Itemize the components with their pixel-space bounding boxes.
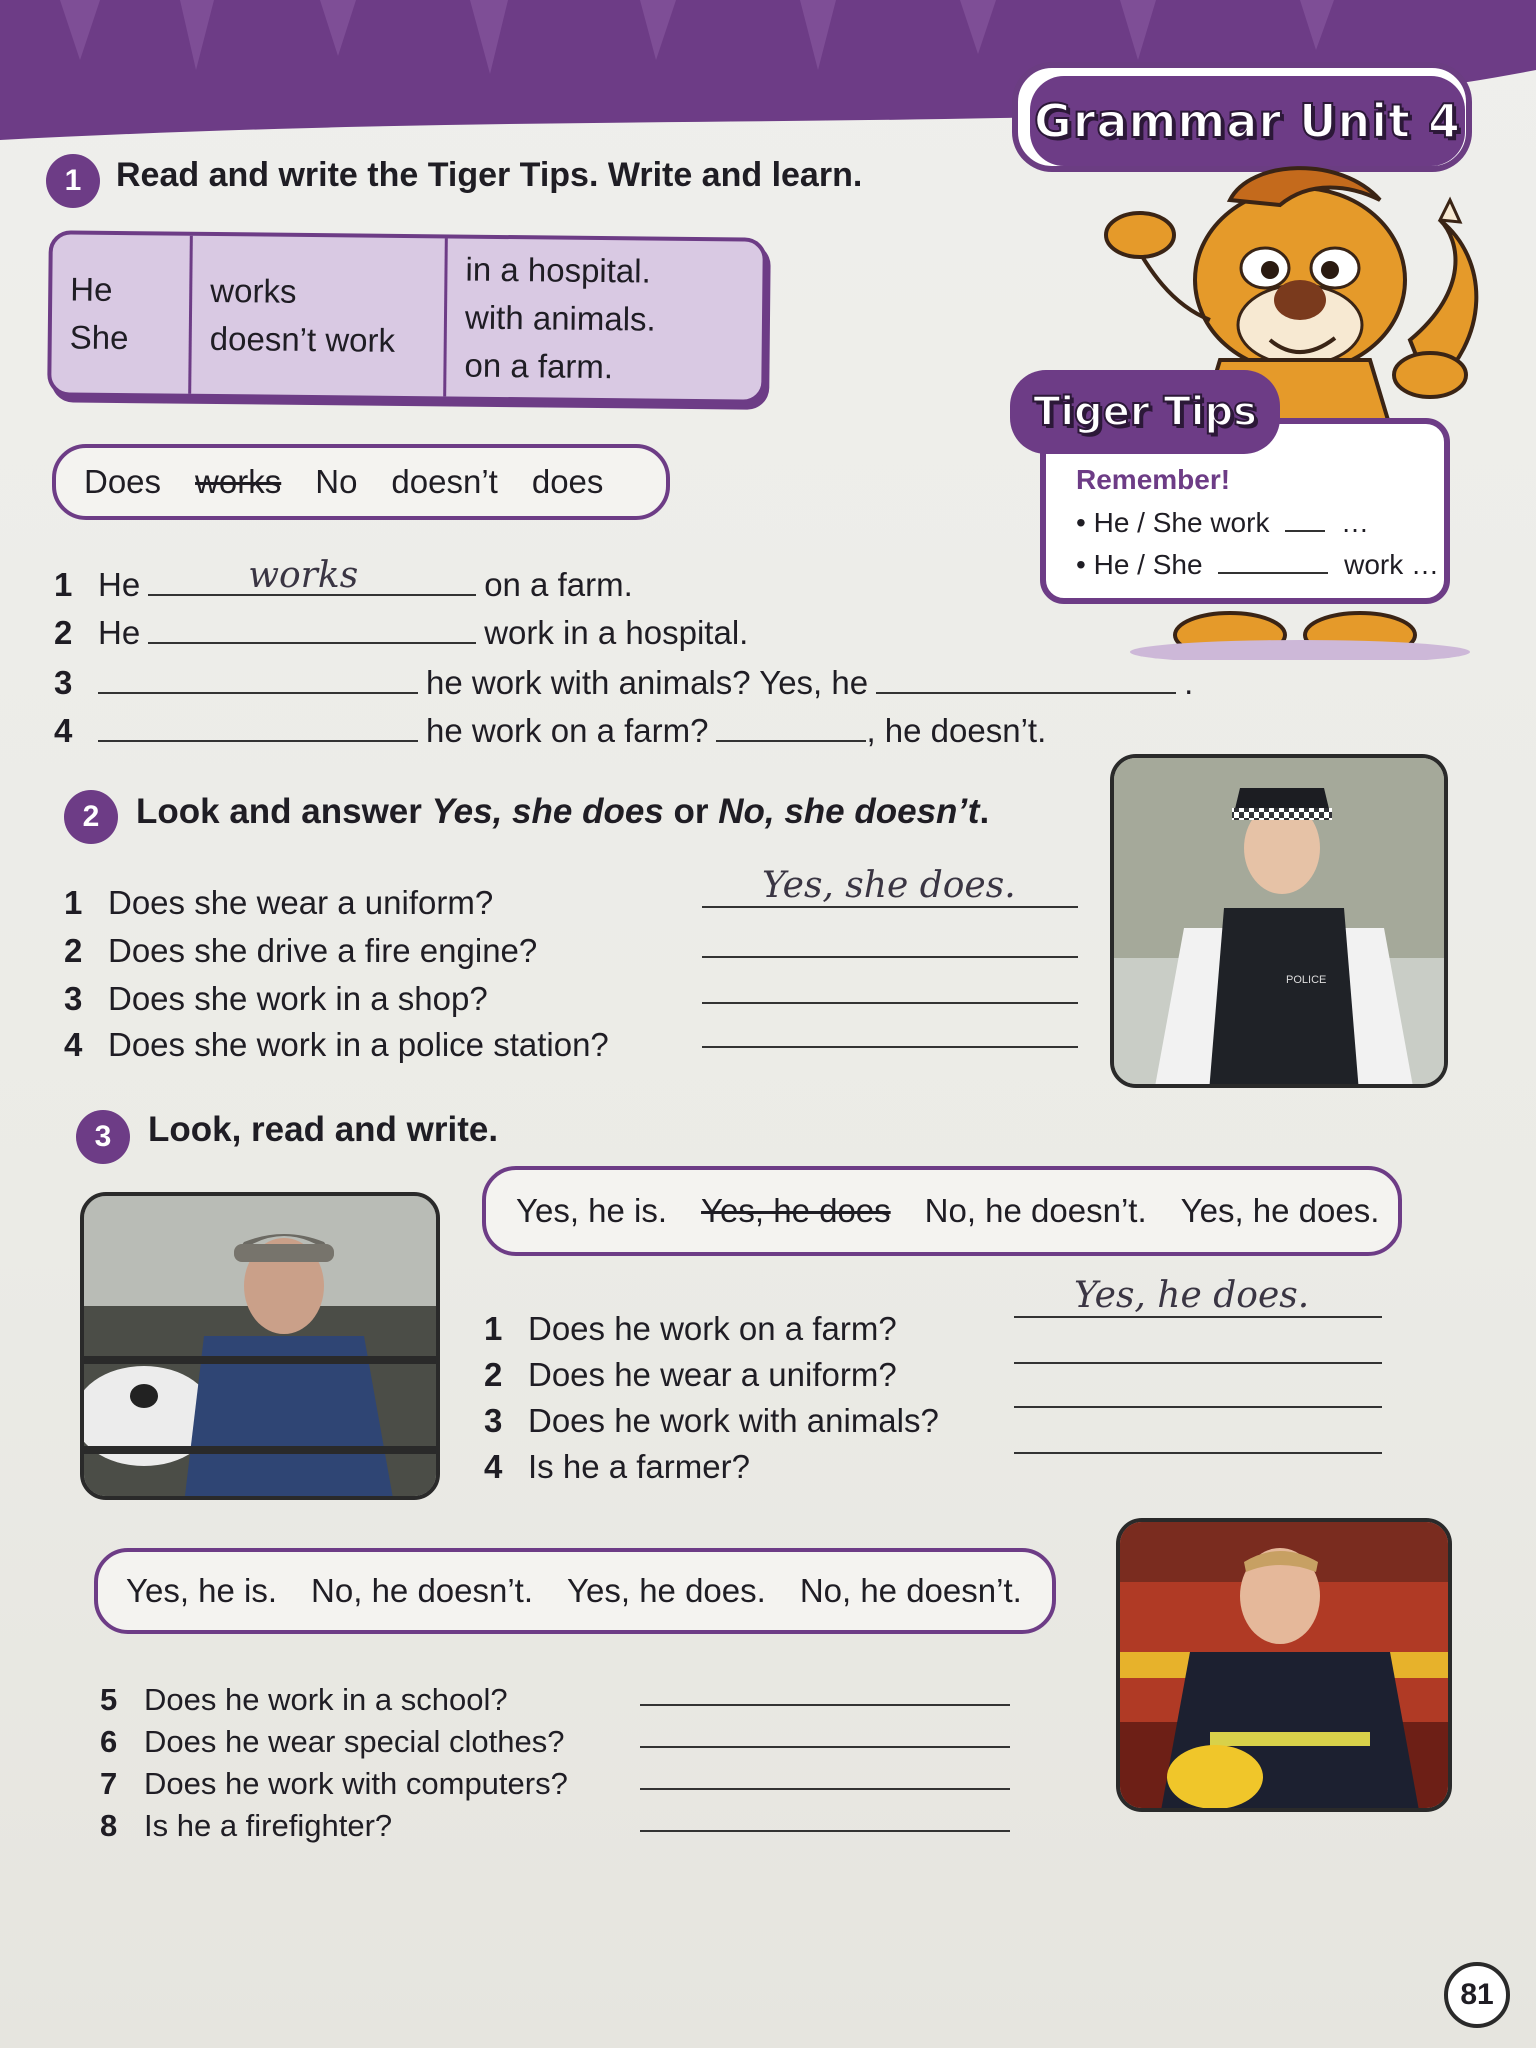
answer-blank[interactable]: [98, 660, 418, 694]
exercise-3-item-1: [484, 1310, 897, 1348]
item-number: 1: [54, 566, 73, 603]
item-number: 6: [100, 1724, 118, 1759]
table-cell: on a farm.: [464, 346, 614, 386]
section-2-title-part: or: [663, 792, 719, 831]
table-cell: in a hospital.: [465, 250, 651, 290]
item-number: 2: [64, 932, 83, 969]
tips-rule-2-blank[interactable]: [1218, 548, 1328, 574]
handwritten-answer: works: [248, 555, 359, 596]
exercise-3-item-8: [100, 1808, 392, 1844]
section-2-title-part: .: [979, 792, 990, 831]
table-cell: works: [210, 271, 297, 310]
item-number: 1: [64, 884, 83, 921]
section-2-badge: 2: [64, 790, 118, 844]
tips-rule-1-blank[interactable]: [1285, 506, 1325, 532]
section-2-title-part: Look and answer: [136, 792, 432, 831]
page-number: 81: [1444, 1962, 1510, 2028]
answer-line[interactable]: [702, 865, 1078, 908]
section-2-title-yes: Yes, she does: [431, 792, 664, 831]
answer-line[interactable]: [702, 1012, 1078, 1048]
firefighter-image: [1120, 1522, 1452, 1812]
exercise-1-item-3: [54, 660, 1193, 702]
bullet-icon: •: [1076, 549, 1086, 580]
answer-line[interactable]: [640, 1670, 1010, 1706]
question-text: Does he work with computers?: [144, 1766, 568, 1801]
question-text: Is he a firefighter?: [144, 1808, 393, 1843]
exercise-3-item-6: [100, 1724, 564, 1760]
word-bank-3a: [482, 1166, 1402, 1256]
exercise-2-item-3: [64, 980, 488, 1018]
word-bank-item: No, he doesn’t.: [924, 1192, 1147, 1229]
exercise-1-item-4: [54, 708, 1046, 750]
answer-line[interactable]: [702, 922, 1078, 958]
word-bank-item: Yes, he is.: [516, 1192, 668, 1229]
word-bank-item: Yes, he does.: [567, 1572, 766, 1609]
item-number: 1: [484, 1310, 503, 1347]
table-cell: doesn’t work: [209, 319, 396, 359]
handwritten-answer: Yes, he does.: [1074, 1275, 1310, 1316]
exercise-2-item-2: [64, 932, 537, 970]
item-number: 3: [64, 980, 83, 1017]
exercise-3-item-2: [484, 1356, 897, 1394]
question-text: Does she drive a fire engine?: [108, 932, 538, 969]
answer-blank[interactable]: [716, 708, 866, 742]
word-bank-3b: [94, 1548, 1056, 1634]
question-text: Does he wear special clothes?: [144, 1724, 565, 1759]
item-number: 5: [100, 1682, 118, 1717]
exercise-1-item-2: [54, 610, 748, 652]
question-text: Is he a farmer?: [528, 1448, 750, 1485]
exercise-3-item-4: [484, 1448, 750, 1486]
word-bank-item: No, he doesn’t.: [311, 1572, 534, 1609]
item-number: 3: [54, 664, 73, 701]
item-number: 4: [54, 712, 73, 749]
tiger-tips-title: Tiger Tips: [1033, 389, 1257, 435]
firefighter-photo: [1116, 1518, 1452, 1812]
item-text: on a farm.: [484, 566, 633, 603]
grammar-table: [47, 230, 767, 404]
tips-rule-1-text: He / She work: [1093, 507, 1270, 538]
word-bank-item: No: [315, 463, 358, 500]
exercise-3-item-3: [484, 1402, 939, 1440]
answer-line[interactable]: [640, 1796, 1010, 1832]
section-2-title-no: No, she doesn’t: [718, 792, 980, 831]
table-cell: He: [70, 270, 113, 308]
tips-rule-1: [1076, 506, 1369, 539]
answer-line[interactable]: [1014, 1275, 1382, 1318]
answer-blank[interactable]: [148, 610, 476, 644]
table-col-place: [446, 238, 763, 399]
table-col-verb: [191, 236, 448, 397]
answer-line[interactable]: [640, 1712, 1010, 1748]
answer-line[interactable]: [1014, 1372, 1382, 1408]
bullet-icon: •: [1076, 507, 1086, 538]
word-bank-item: No, he doesn’t.: [799, 1572, 1022, 1609]
police-officer-photo: [1110, 754, 1448, 1088]
word-bank-item: Yes, he does.: [1180, 1192, 1380, 1229]
item-number: 7: [100, 1766, 118, 1801]
exercise-2-item-1: [64, 884, 493, 922]
answer-blank[interactable]: [98, 708, 418, 742]
question-text: Does he work on a farm?: [528, 1310, 897, 1347]
tips-rule-2-text: He / She: [1093, 549, 1203, 580]
word-bank-item: Yes, he is.: [126, 1572, 278, 1609]
exercise-1-item-1: [54, 555, 633, 604]
item-text: he work with animals? Yes, he: [426, 664, 869, 701]
unit-title-badge: [1030, 76, 1465, 166]
exercise-3-item-5: [100, 1682, 508, 1718]
item-number: 2: [54, 614, 73, 651]
word-bank-item: doesn’t: [391, 463, 498, 500]
section-1-badge: 1: [46, 154, 100, 208]
question-text: Does he work in a school?: [144, 1682, 508, 1717]
tips-rule-2-end: work …: [1344, 549, 1440, 580]
question-text: Does he wear a uniform?: [528, 1356, 897, 1393]
section-3-badge: 3: [76, 1110, 130, 1164]
word-bank-1: [52, 444, 670, 520]
handwritten-answer: Yes, she does.: [762, 865, 1016, 906]
answer-line[interactable]: [640, 1754, 1010, 1790]
word-bank-item-used: works: [195, 463, 282, 500]
section-2-title: [136, 792, 989, 832]
tips-rule-2: [1076, 548, 1439, 581]
item-text: He: [98, 566, 141, 603]
answer-blank[interactable]: [148, 555, 476, 596]
table-cell: with animals.: [464, 298, 656, 338]
item-text: He: [98, 614, 141, 651]
answer-line[interactable]: [1014, 1328, 1382, 1364]
item-text: he work on a farm?: [426, 712, 709, 749]
exercise-3-item-7: [100, 1766, 568, 1802]
item-number: 4: [64, 1026, 83, 1063]
tiger-tips-label: [1010, 370, 1280, 454]
word-bank-item-used: Yes, he does: [701, 1192, 891, 1229]
item-number: 8: [100, 1808, 118, 1843]
item-number: 2: [484, 1356, 503, 1393]
item-number: 4: [484, 1448, 503, 1485]
tips-remember: Remember!: [1076, 464, 1231, 495]
exercise-2-item-4: [64, 1026, 609, 1064]
word-bank-item: does: [531, 463, 604, 500]
table-cell: She: [69, 318, 129, 357]
vest-text: POLICE: [1286, 974, 1327, 986]
section-1-title: Read and write the Tiger Tips. Write and learn.: [116, 156, 863, 194]
question-text: Does she wear a uniform?: [108, 884, 494, 921]
item-text: work in a hospital.: [484, 614, 749, 651]
item-number: 3: [484, 1402, 503, 1439]
item-text: .: [1184, 664, 1194, 701]
answer-line[interactable]: [1014, 1418, 1382, 1454]
item-text: , he doesn’t.: [866, 712, 1047, 749]
tips-rule-1-end: …: [1341, 507, 1370, 538]
police-officer-image: [1114, 758, 1448, 1088]
question-text: Does she work in a shop?: [108, 980, 488, 1017]
farmer-photo: [80, 1192, 440, 1500]
answer-line[interactable]: [702, 968, 1078, 1004]
question-text: Does he work with animals?: [528, 1402, 939, 1439]
unit-title: Grammar Unit 4: [1034, 94, 1461, 148]
section-3-title: Look, read and write.: [148, 1110, 499, 1149]
answer-blank[interactable]: [876, 660, 1176, 694]
table-col-subject: [51, 234, 193, 393]
farmer-image: [84, 1196, 440, 1500]
word-bank-item: Does: [84, 463, 162, 500]
question-text: Does she work in a police station?: [108, 1026, 609, 1063]
